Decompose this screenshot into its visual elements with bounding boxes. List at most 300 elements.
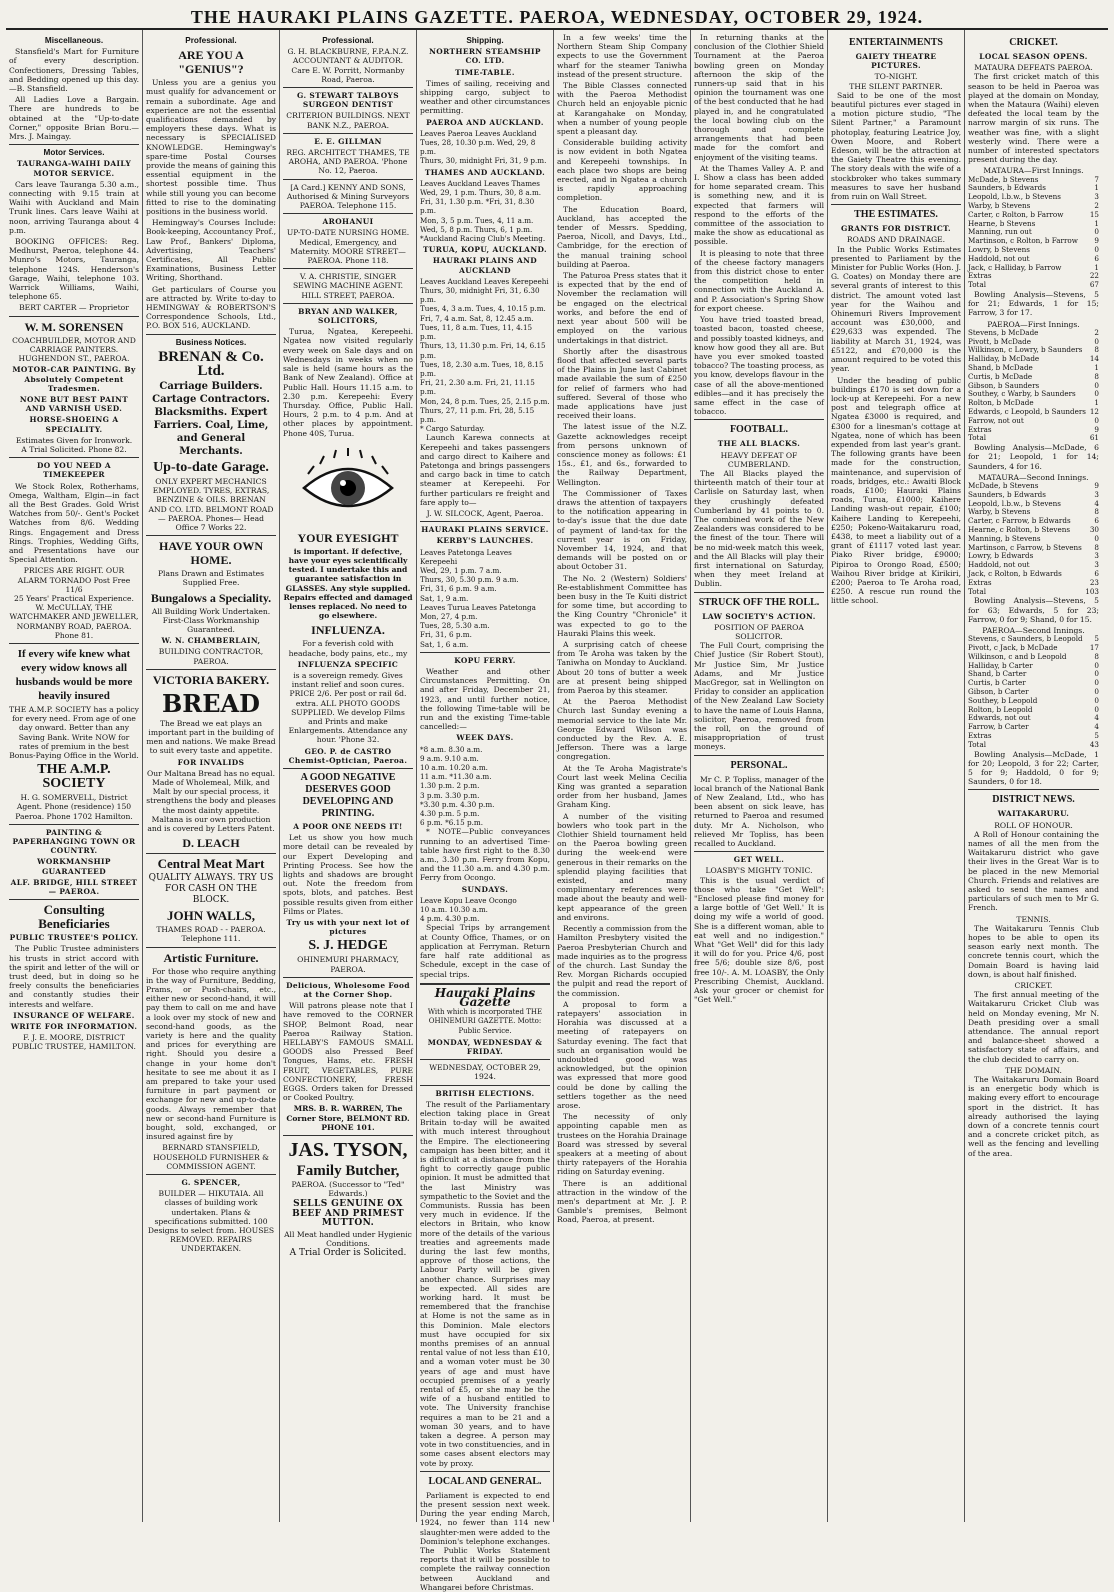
article-subheading: POSITION OF PAEROA SOLICITOR.: [714, 622, 804, 641]
ad-subtitle: LOASBY'S MIGHTY TONIC.: [705, 866, 813, 876]
batsman-name: Rolton, b Leopold: [968, 704, 1033, 714]
batsman-name: Martinson, c Rolton, b Farrow: [968, 236, 1078, 246]
news-item: Recently a commission from the Hamilton Presbytery visited the Paeroa Presbyterian Church and made inquiries as to the progress of the church. Last Sunday the Rev. Morgan Richards occupied the pulpit and read the report of the commission.: [557, 924, 687, 998]
news-item: At the Thames Valley A. P. and I. Show a class has been added for home separated cream. This is something new, and it is expected that farmers will respond to the efforts of the committee of the association to make the show as educational as possible.: [694, 163, 824, 247]
table-row: Tues, 28, 5.30 a.m.: [420, 621, 490, 631]
news-item: The Paturoa Press states that it is expected that by the end of November the reclamation will be engaged on the electrical works, and before the end of next year about 500 will be employed on the various undertakings in that district.: [557, 271, 687, 345]
ad-body: For those who require anything in the way of Furniture, Bedding, Prams, or Push-chairs, etc., either new or second-hand, it will pay them to call on me and have a look over my stock of new and second-hand goods, as the variety is here and the quality and prices for everything are right. Should you desire a change in your home don't hesitate to see me about it as I am prepared to take your used furniture in part payment or exchange for new and up-to-date goods. Always remember that new or second-hand Furniture is bought, sold, exchanged, or insured against fire by: [146, 966, 276, 1142]
ad-title: G. STEWART TALBOYS SURGEON DENTIST: [297, 91, 399, 110]
news-item: You have tried toasted bread, toasted bacon, toasted cheese, and possibly toasted kidneys, and know how good they all are. But have you ever smoked toasted tobacco? The toasting process, as you know, develops flavour in the case of all the above-mentioned edibles—and it has precisely the same effect in the case of tobacco.: [694, 315, 824, 417]
batsman-name: Total: [968, 586, 987, 596]
table-title: WEEK DAYS.: [456, 733, 514, 743]
table-row: Thurs, 27, 11 p.m. Fri, 28, 5.15 p.m.: [420, 405, 535, 424]
article-heading: BRITISH ELECTIONS.: [435, 1088, 535, 1098]
runs: 9: [1094, 424, 1099, 434]
ad-body: CRITERION BUILDINGS. NEXT BANK N.Z., PAEROA.: [286, 111, 410, 130]
news-item: Considerable building activity is now evident in both Ngatea and Kerepeehi townships. In each place two shops are being erected, and in Ngatea a church is rapidly approaching completion.: [557, 138, 687, 203]
batsman-name: Martinson, c Farrow, b Stevens: [968, 542, 1082, 552]
ad-title: Delicious, Wholesome Food at the Corner Shop.: [286, 980, 410, 1000]
news-item: Shortly after the disastrous flood that affected several parts of the Plains in June last Cabinet made available the sum of £250 for relief of farmers who had suffered. Several of those who made applications have just received their loans.: [557, 346, 687, 421]
runs: 67: [1089, 280, 1099, 290]
article-subheading: WAITAKARURU.: [997, 809, 1070, 819]
runs: 0: [1094, 227, 1099, 237]
article-subheading: GRANTS FOR DISTRICT.: [840, 224, 952, 234]
table-row: *3.30 p.m. 4.30 p.m.: [420, 799, 495, 809]
article-subheading: THE DOMAIN.: [1005, 1065, 1062, 1075]
section-heading: Professional.: [185, 36, 237, 45]
columns: [6, 30, 1108, 1592]
runs: 0: [1094, 389, 1099, 399]
ad-body: is a sovereign remedy. Gives instant relief and soon cures. PRICE 2/6. Per post or rail 6d. extra. ALL PHOTO GOODS SUPPLIED. We develop Films and Prints and make Enlargements. Attendance any hour. 'Phone 32.: [288, 670, 408, 745]
table-row: Leaves Auckland Leaves Kerepeehi: [420, 276, 549, 286]
timetable-hp: [420, 277, 550, 433]
article-subheading: TENNIS.: [1016, 914, 1051, 924]
article-heading: THE ESTIMATES.: [854, 209, 938, 221]
scorecard-row: [968, 588, 1099, 597]
batsman-name: Jack, c Rolton, b Edwards: [968, 568, 1062, 578]
nameplate-days: MONDAY, WEDNESDAY & FRIDAY.: [427, 1037, 543, 1056]
table-row: Wed, 29, 1 p.m. 7 a.m.: [420, 565, 502, 575]
batsman-name: Farrow, b Carter: [968, 722, 1029, 732]
news-item: The necessity of only appointing capable men as trustees on the Horahia Drainage Board was stressed by several speakers at a meeting of about thirty ratepayers of the Horahia riding on Saturday evening.: [557, 1112, 687, 1177]
ad-footer: F. J. E. MOORE, DISTRICT PUBLIC TRUSTEE, HAMILTON.: [12, 1033, 136, 1052]
article-body: The Full Court, comprising the Chief Justice (Sir Robert Stout), Mr Justice Sim, Mr Justice Adams, and Mr Justice MacGregor, sat in Wellington on Friday to consider an application of the New Zealand Law Society to have the name of Louis Hanna, solicitor, Paeroa, removed from the roll, on the ground of misappropriation of trust moneys.: [694, 641, 824, 752]
ad-title: Up-to-date Garage.: [153, 459, 269, 475]
table-row: Thurs, 30, midnight Fri, 31, 6.30 p.m.: [420, 286, 540, 305]
ad-title: A GOOD NEGATIVE DESERVES GOOD DEVELOPING AND PRINTING.: [300, 771, 396, 819]
ad-body: Times of sailing, receiving and shipping cargo, subject to weather and other circumstances permitting.: [420, 78, 550, 116]
ad-title: Central Meat Mart: [157, 856, 265, 872]
table-row: 4.30 p.m. 5 p.m.: [420, 809, 480, 819]
article-heading: CRICKET.: [1009, 37, 1058, 48]
article-body: Mr C. P. Topliss, manager of the local branch of the National Bank of New Zealand, Ltd., who has been absent on sick leave, has returned to Paeroa and resumed duty. Mr A. Nicholson, who relieved Mr Topliss, has been recalled to Auckland.: [694, 774, 824, 849]
eye-illustration-icon: [300, 444, 396, 528]
scorecard-title: PAEROA—First Innings.: [987, 319, 1080, 329]
runs: 3: [1094, 489, 1099, 499]
table-row: Mon, 3, 5 p.m. Tues, 4, 11 a.m.: [420, 215, 534, 225]
table-row: 3 p.m. 3.30 p.m.: [420, 790, 480, 800]
ad-title: NORTHERN STEAMSHIP CO. LTD.: [429, 47, 541, 66]
runs: 7: [1094, 174, 1099, 184]
runs: 1: [1094, 363, 1099, 372]
section-heading: Business Notices.: [175, 337, 247, 347]
ad-body: Get particulars of Course you are attracted by. Write to-day to HEMINGWAY & ROBERTSON'S Correspondence Schools, Ltd., P.O. BOX 516, AUCKLAND.: [146, 284, 276, 331]
table-row: Thurs, 13, 11.30 p.m. Fri, 14, 6.15 p.m.: [420, 341, 546, 360]
ad-body: THE A.M.P. SOCIETY has a policy for every need. From age of one day onward. Better than any Saving Bank. Write NOW for rates of premium in the best Bonus-Paying Office in the World.: [9, 704, 139, 760]
table-row: Thurs, 30, 5.30 p.m. 9 a.m.: [420, 575, 519, 585]
news-item: In returning thanks at the conclusion of the Clothier Shield Tournament at the Paeroa bowling green on Monday afternoon the skip of the runners-up said that in his opinion the tournament was one of the best conducted that he had played in, and he congratulated the local bowling club on the thorough and complete arrangements that had been made for the comfort and enjoyment of the visiting teams.: [694, 33, 824, 162]
batsman-name: Extras: [968, 424, 992, 434]
runs: 0: [1094, 415, 1099, 425]
section-heading: Shipping.: [466, 36, 504, 45]
runs: 23: [1089, 577, 1099, 587]
section-heading: Motor Services.: [43, 148, 105, 158]
timetable-kerby: [420, 548, 550, 649]
table-title: TURUA, KOPU, AUCKLAND.: [422, 245, 547, 255]
ad-footer: J. W. SILCOCK, Agent, Paeroa.: [426, 508, 544, 518]
scorecard-row: [968, 272, 1099, 281]
ad-title: THE A.M.P. SOCIETY: [37, 762, 111, 792]
ad-title: G. SPENCER,: [181, 1178, 241, 1188]
ad-body: Weather and other Circumstances Permitting. On and after Friday, December 21, 1923, and until further notice, the following Time-table will be run and the existing Time-table cancelled:—: [420, 667, 550, 732]
ad-body: All Building Work Undertaken. First-Class Workmanship Guaranteed.: [151, 606, 271, 634]
ad-line: Estimates Given for Ironwork.: [15, 435, 133, 445]
ad-title: INFLUENZA.: [311, 623, 385, 638]
table-row: 6 p.m. *6.15 p.m.: [420, 818, 483, 828]
issue-date: WEDNESDAY, OCTOBER 29, 1924.: [429, 1063, 541, 1082]
table-row: Tues, 4, 3 a.m. Tues, 4, 10.15 p.m.: [420, 304, 546, 314]
scorecard-row: [968, 426, 1099, 435]
ad-body: BOOKING OFFICES: Reg. Medhurst, Paeroa, telephone 44. Munro's Motors, Tauranga, telephone 124S. Henderson's Garage, Waihi, telephone 103. Warrick Williams, Waihi, telephone 65.: [9, 237, 139, 302]
ad-title: Bungalows a Speciality.: [150, 590, 272, 605]
ad-title: BRENAN & Co. Ltd.: [158, 348, 264, 379]
ad-title: TAURANGA-WAIHI DAILY MOTOR SERVICE.: [16, 159, 132, 178]
ad-body: Let us show you how much more detail can be revealed by our Expert Developing and Printing Process. See how the lights and shadows are brought out. Note the freedom from spots, blots, and patches. Best possible results given from either Films or Plates.: [283, 833, 413, 916]
news-item: A proposal to form a ratepayers' association in Horahia was discussed at a meeting of ratepayers on Saturday evening. The fact that such an organisation would be undoubted good was acknowledged, but the opinion was expressed that more good could be done by calling the settlers together as the need arose.: [557, 999, 687, 1110]
runs: 0: [1094, 336, 1099, 346]
ad-title: W. N. CHAMBERLAIN,: [161, 636, 261, 646]
batsman-name: Warby, b Stevens: [968, 507, 1031, 517]
runs: 0: [1094, 678, 1099, 688]
ad-footer: H. G. SOMERVELL, District Agent. Phone (residence) 150 Paeroa. Phone 1702 Hamilton.: [15, 793, 133, 821]
runs: 3: [1094, 560, 1099, 570]
scorecard-title: MATAURA—First Innings.: [983, 166, 1084, 176]
column-5: [554, 30, 691, 1522]
batsman-name: Curtis, b McDade: [968, 371, 1033, 381]
ad-body: This is the usual verdict of those who take "Get Well": "Enclosed please find money for a large bottle of 'Get Well.' It is doing my wife a world of good. She is a different woman, able to eat well and no indigestion." What "Get Well" did for this lady it will do for you. Price 4/6, post free 5/6; double size 8/6, post free 10/-. A. M. LOASBY, the Only Prescribing Chemist, Auckland. Ask your grocer or chemist for "Get Well.": [694, 875, 824, 1005]
ad-body: UP-TO-DATE NURSING HOME. Medical, Emergency, and Maternity. MOORE STREET—PAEROA. Phone 118.: [286, 228, 410, 266]
table-title: KERBY'S LAUNCHES.: [436, 536, 534, 546]
ad-body: Hemingway's Courses Include: Book-keeping, Accountancy Prof., Law Prof., Bankers' Diploma, Advertising, Teachers' Certificates, All Public Examinations, Business Letter Writing, Shorthand.: [146, 218, 276, 283]
article-body: The All Blacks played the thirteenth match of their tour at Carlisle on Saturday last, when they crushingly defeated Cumberland by 41 points to 0. The combined work of the New Zealanders was considered to be the finest of the tour. There will be no mid-week match this week, and the All Blacks will play their first international on Saturday, when they meet Ireland at Dublin.: [694, 468, 824, 589]
ad-body: Special Trips by arrangement at County Office, Thames, or on application at Ferryman. Return fare half rate additional as Schedule, except in the case of special trips.: [420, 923, 550, 979]
ad-title: BRYAN AND WALKER, SOLICITORS,: [298, 306, 398, 326]
batsman-name: Shand, b Carter: [968, 669, 1027, 679]
scorecard: [968, 329, 1099, 443]
article-subheading: CRICKET.: [1014, 980, 1053, 990]
scorecard-row: [968, 579, 1099, 588]
article-body: The first annual meeting of the Waitakaruru Cricket Club was held on Monday evening, Mr N. Death presiding over a small attendance. The annual report and balance-sheet showed a satisfactory state of affairs, and the club decided to carry on.: [968, 990, 1099, 1064]
table-title: HAURAKI PLAINS AND AUCKLAND: [432, 256, 538, 275]
table-row: Leaves Patetonga Leaves Kerepeehi: [420, 547, 512, 566]
bowling-analysis: Bowling Analysis—McDade, 6 for 21; Leopold, 1 for 14; Saunders, 4 for 16.: [968, 443, 1099, 471]
ad-footer: D. LEACH: [182, 836, 240, 851]
runs: 0: [1094, 660, 1099, 670]
runs: 12: [1089, 406, 1099, 416]
batsman-name: Stevens, c Saunders, b Leopold: [968, 634, 1083, 644]
runs: 1: [1094, 398, 1099, 408]
batsman-name: Haddold, not out: [968, 560, 1030, 570]
batsman-name: Hearne, c Rolton, b Stevens: [968, 524, 1071, 534]
batsman-name: Extras: [968, 577, 992, 587]
column-3: [280, 30, 417, 1522]
runs: 6: [1094, 253, 1099, 263]
ad-body: Plans Drawn and Estimates Supplied Free.: [157, 569, 265, 588]
news-item: There is an additional attraction in the window of the men's department at Mr. J. P. Gamble's premises, Belmont Road, Paeroa, at present.: [557, 1178, 687, 1225]
table-row: 10 a.m. 10.30 a.m.: [420, 905, 488, 915]
scorecard: [968, 482, 1099, 596]
ad-body: G. H. BLACKBURNE, F.P.A.N.Z. ACCOUNTANT & AUDITOR. Care E. W. Porritt, Normanby Road, Paeroa.: [287, 47, 409, 84]
batsman-name: Halliday, b McDade: [968, 354, 1040, 364]
batsman-name: Total: [968, 280, 987, 290]
table-title: KOPU FERRY.: [454, 655, 516, 665]
batsman-name: Extras: [968, 730, 992, 740]
runs: 4: [1094, 498, 1099, 508]
article-subheading: GAIETY THEATRE PICTURES.: [855, 52, 937, 71]
notice: All Ladies Love a Bargain. There are hundreds to be obtained at the "Up-to-date Corner," opposite Brian Boru.—Mrs. J. Maingay.: [9, 95, 139, 142]
table-row: *Auckland Racing Club's Meeting.: [420, 234, 546, 244]
column-4: [417, 30, 554, 1592]
article-body: The first cricket match of this season to be held in Paeroa was played at the domain on Monday, when the Mataura (Waihi) eleven defeated the local team by the narrow margin of six runs. The weather was fine, with a slight westerly wind. There were a number of interested spectators present during the day.: [968, 72, 1099, 165]
ad-line: MOTOR-CAR PAINTING. By Absolutely Competent Tradesmen.: [12, 365, 136, 393]
batsman-name: Gibson, b Saunders: [968, 380, 1040, 390]
ad-body: Will patrons please note that I have removed to the CORNER SHOP, Belmont Road, near Paeroa Railway Station. HELLABY'S FAMOUS SMALL GOODS also Pressed Beef Tongues, Hams, etc. FRESH FRUIT, VEGETABLES, PURE CONFECTIONERY, FRESH EGGS. Orders taken for Dressed or Cooked Poultry.: [283, 1001, 413, 1103]
bowling-analysis: Bowling Analysis—McDade, 1 for 20; Leopold, 3 for 22; Carter, 5 for 9; Haddold, 0 for 9; Saunders, 0 for 18.: [968, 749, 1099, 787]
batsman-name: Edwards, c Leopold, b Saunders: [968, 406, 1086, 416]
table-row: Fri, 31, 6 p.m.: [420, 630, 472, 640]
timetable-pa: [420, 129, 550, 166]
ad-title: GET WELL.: [733, 855, 785, 865]
article-heading: FOOTBALL.: [729, 424, 789, 436]
ad-subtitle: PUBLIC TRUSTEE'S POLICY.: [9, 933, 139, 943]
news-item: In a few weeks' time the Northern Steam Ship Company expects to use the Government wharf for the steamer Taniwha instead of the present structure.: [557, 33, 687, 79]
table-row: Leave Kopu Leave Ocongo: [420, 895, 517, 905]
column-1: [6, 30, 143, 1522]
ad-body: REG. ARCHITECT THAMES, TE AROHA, AND PAEROA. 'Phone No. 12, Paeroa.: [286, 148, 410, 176]
batsman-name: Manning, b Stevens: [968, 533, 1041, 543]
batsman-name: Saunders, b Edwards: [968, 489, 1046, 499]
ad-line: PRICES ARE RIGHT. OUR ALARM TORNADO Post Free 11/6: [17, 566, 131, 594]
notice: Stansfield's Mart for Furniture of every description. Confectioners, Dressing Tables, and Bedding opened up this day.—B. Stansfield.: [9, 47, 139, 94]
article-subheading: HEAVY DEFEAT OF CUMBERLAND.: [720, 450, 798, 469]
table-title: HAURAKI PLAINS SERVICE.: [421, 525, 549, 535]
batsman-name: Shand, b McDade: [968, 363, 1033, 372]
ad-line: Try us with your next lot of pictures: [286, 918, 410, 937]
article-subheading: TO-NIGHT.: [874, 72, 918, 82]
article-subheading: THE ALL BLACKS.: [717, 439, 801, 449]
table-row: Leaves Auckland Leaves Thames: [420, 178, 540, 188]
ad-title: FOR INVALIDS: [177, 757, 245, 767]
article-body: The Waitakaruru Domain Board is an energetic body which is making every effort to encourage sport in the district. It has already authorised the laying down of a concrete tennis court and a concrete cricket pitch, as well as the fencing and levelling of the area.: [968, 1075, 1099, 1158]
ad-title: Artistic Furniture.: [163, 950, 259, 965]
ad-line: HORSE-SHOEING A SPECIALITY.: [29, 415, 119, 434]
ad-subtitle: Family Butcher,: [296, 1163, 400, 1180]
news-item: At the Te Aroha Magistrate's Court last week Melina Cecilia King was granted a separation order from her husband, James Graham King.: [557, 763, 687, 810]
batsman-name: Warby, b Stevens: [968, 201, 1031, 211]
scorecard-row: [968, 741, 1099, 750]
ad-title: If every wife knew what every widow knows all husbands would be more heavily insured: [15, 647, 133, 702]
runs: 17: [1089, 642, 1099, 652]
batsman-name: Lowry, b Stevens: [968, 245, 1030, 255]
batsman-name: Haddold, not out: [968, 253, 1030, 263]
runs: 4: [1094, 713, 1099, 723]
article-subheading: THE SILENT PARTNER.: [849, 81, 943, 91]
ad-footer: A Trial Order is Solicited.: [289, 1247, 407, 1258]
news-item: The No. 2 (Western) Soldiers' Re-establishment Committee has been busy in the Te Kuiti district for some time, but according to the King Country "Chronicle" it was expected to go to the Hauraki Plains this week.: [557, 573, 687, 638]
runs: 1: [1094, 218, 1099, 228]
ad-title: HAVE YOUR OWN HOME.: [158, 539, 263, 568]
table-row: 10 a.m. 10.20 a.m.: [420, 763, 488, 773]
table-row: Tues, 28, 10.30 p.m. Wed, 29, 8 p.m.: [420, 138, 536, 157]
newspaper-nameplate: Hauraki Plains Gazette: [434, 985, 536, 1009]
news-item: It is pleasing to note that three of the cheese factory managers from this district chose to enter the competition held in connection with the Auckland A. and P. Association's Spring Show for export cheese.: [694, 248, 824, 313]
column-2: [143, 30, 280, 1522]
table-row: *8 a.m. 8.30 a.m.: [420, 744, 483, 754]
ad-body: Launch Karewa connects at Kerepeehi and takes passengers and cargo direct to Kaihere and Patetonga and brings passengers and cargo back in time to catch steamer at Kerepeehi. For further particulars re freight and fare apply to—: [420, 433, 550, 507]
news-item: At the Paeroa Methodist Church last Sunday evening a memorial service to the late Mr. George Edward Wilson was conducted by the Rev. A. E. Jefferson. There was a large congregation.: [557, 697, 687, 762]
ad-footer: GEO. P. de CASTRO Chemist-Optician, Paeroa.: [288, 746, 408, 765]
scorecard: [968, 635, 1099, 749]
ad-title: YOUR EYESIGHT: [297, 530, 399, 545]
runs: 9: [1094, 236, 1099, 246]
batsman-name: Edwards, not out: [968, 713, 1031, 723]
article-body: The Waitakaruru Tennis Club hopes to be able to open its season early next month. The concrete tennis court, which the Domain Board is having laid down, is about half finished.: [968, 923, 1099, 979]
ad-body: ONLY EXPERT MECHANICS EMPLOYED. TYRES, EXTRAS, BENZINE & OILS. BRENAN AND CO. LTD. BELMONT ROAD — PAEROA. Phones— Head Office 7 Works 22.: [148, 476, 274, 532]
ad-title: W. M. SORENSEN: [24, 319, 124, 334]
ad-body: Turua, Ngatea, Kerepeehi. Ngatea now visited regularly every week on Sale days and on Wednesdays in weeks when no sale is held (same hours as the Bank of New Zealand). Office at Public Hall. Hours 11.15 a.m. to 2.30 p.m. Kerepeehi: Every Thursday. Office, Public Hall. Hours, 2 p.m. to 4 p.m. And at other places by appointment. Phone 40S, Turua.: [283, 327, 413, 438]
ad-title: BREAD: [162, 688, 260, 718]
runs: 0: [1094, 704, 1099, 714]
nameplate-sub: With which is incorporated THE OHINEMURI GAZETTE. Motto: Public Service.: [427, 1008, 543, 1035]
ad-body: QUALITY ALWAYS. TRY US FOR CASH ON THE BLOCK.: [148, 873, 274, 906]
scorecard-row: [968, 434, 1099, 443]
article-body: The result of the Parliamentary election taking place in Great Britain to-day will be awaited with much interest throughout the Empire. The electioneering campaign has been bitter, and it is difficult at a distance from the fight to correctly gauge public opinion. It must be admitted that the last Ministry was sympathetic to the Soviet and the Communists. Russia has been very much in evidence. If the electors in Britain, who know more of the details of the various treaties and agreements made during the last few months, approve of those actions, the Labour Party will be given another chance. Surprises may be expected. All sides are working hard. It must be remembered that the franchise at Home is not the same as in this Dominion. Male electors must have occupied for six months premises of an annual rental value of not less than £10, and a woman voter must be 30 years of age and must have occupied premises of a yearly rental of £5, or she may be the wife of a husband entitled to vote. The University franchise requires a man to be 21 and a woman 30 years, and to have taken a degree. A person may vote in two constituencies, and in some cases absent electors may vote by proxy.: [420, 1099, 550, 1468]
ad-body: The Bread we eat plays an important part in the building of men and nations. We make Bread to suit every taste and appetite.: [146, 718, 276, 756]
ad-body: is important. If defective, have your eyes scientifically tested. I undertake this and guarantee satisfaction in GLASSES. Any style supplied. Repairs effected and damaged lenses replaced. No need to go elsewhere.: [283, 546, 413, 621]
table-row: Fri, 31, 1.30 p.m. *Fri, 31, 8.30 p.m.: [420, 197, 535, 216]
batsman-name: Extras: [968, 271, 992, 281]
ad-body: Cars leave Tauranga 5.30 a.m., connecting with 9.15 train at Waihi with Auckland and Main Trunk lines. Cars leave Waihi at noon, arriving Tauranga about 4 p.m.: [9, 179, 139, 235]
batsman-name: Saunders, b Edwards: [968, 183, 1046, 193]
table-row: Wed, 5, 8 p.m. Thurs, 6, 1 p.m.: [420, 224, 533, 234]
batsman-name: Farrow, not out: [968, 415, 1024, 425]
article-subheading: LOCAL SEASON OPENS.: [979, 52, 1088, 61]
news-item: A surprising catch of cheese from Te Aroha was taken by the Taniwha on Monday to Auckland. About 20 tons of butter a week are at present being shipped from Paeroa by this steamer.: [557, 640, 687, 696]
runs: 8: [1094, 542, 1099, 552]
batsman-name: Pivott, b McDade: [968, 336, 1032, 346]
batsman-name: Rolton, b McDade: [968, 398, 1034, 408]
batsman-name: Pivott, c Jack, b McDade: [968, 642, 1058, 652]
ad-body: Carriage Builders. Cartage Contractors. Blacksmiths. Expert Farriers. Coal, Lime, and General Merchants.: [152, 380, 270, 457]
runs: 43: [1089, 739, 1099, 749]
runs: 30: [1089, 524, 1099, 534]
runs: 6: [1094, 516, 1099, 526]
ad-body: COACHBUILDER, MOTOR AND CARRIAGE PAINTERS. HUGHENDON ST., PAEROA.: [12, 335, 136, 364]
runs: 1: [1094, 262, 1099, 272]
runs: 0: [1094, 686, 1099, 696]
runs: 4: [1094, 722, 1099, 732]
ad-line: WRITE FOR INFORMATION.: [10, 1022, 138, 1032]
table-row: 11 a.m. *11.30 a.m.: [420, 772, 492, 782]
table-row: Mon, 24, 8 p.m. Tues, 25, 2.15 p.m.: [420, 396, 550, 406]
bowling-analysis: Bowling Analysis—Stevens, 5 for 21; Edwards, 1 for 15; Farrow, 3 for 17.: [968, 290, 1099, 318]
article-heading: DISTRICT NEWS.: [992, 794, 1075, 806]
ad-footer: BERNARD STANSFIELD, HOUSEHOLD FURNISHER & COMMISSION AGENT.: [153, 1143, 269, 1171]
ad-footer: OHINEMURI PHARMACY, PAEROA.: [297, 955, 399, 974]
batsman-name: Carter, c Farrow, b Edwards: [968, 516, 1071, 526]
news-item: The Bible Classes connected with the Paeroa Methodist Church held an enjoyable picnic at Karangahake on Monday, when a number of young people spent a pleasant day.: [557, 81, 687, 137]
batsman-name: Jack, c Halliday, b Farrow: [968, 262, 1062, 272]
batsman-name: Leopold, l.b.w., b Stevens: [968, 498, 1061, 508]
section-heading: Miscellaneous.: [44, 36, 104, 45]
section-heading: Professional.: [322, 36, 374, 45]
runs: 5: [1094, 634, 1099, 644]
runs: 0: [1094, 533, 1099, 543]
table-row: 9 a.m. 9.10 a.m.: [420, 753, 479, 763]
ad-body: The Public Trustee administers his trusts in strict accord with the spirit and letter of the will or trust deed, but in doing so he freely consults the beneficiaries and constantly studies their interests and welfare.: [9, 944, 139, 1009]
batsman-name: Leopold, l.b.w., b Stevens: [968, 192, 1061, 202]
column-7: [828, 30, 965, 1522]
runs: 1: [1094, 183, 1099, 193]
ad-body: PAEROA. (Successor to "Ted" Edwards.): [291, 1180, 405, 1199]
runs: 3: [1094, 551, 1099, 561]
ad-title: JOHN WALLS,: [167, 908, 255, 924]
ad-footer: THAMES ROAD - - PAEROA. Telephone 111.: [156, 925, 266, 944]
ad-subtitle: TIME-TABLE.: [455, 67, 515, 77]
table-row: Sat, 1, 9 a.m.: [420, 593, 469, 603]
news-item: The Commissioner of Taxes draws the attention of taxpayers to the notification appearing in to-day's issue that the due date of payment of land-tax for the current year is on Friday, November 14, 1924, and that demands will be posted on or about October 31.: [557, 488, 687, 572]
batsman-name: Gibson, b Carter: [968, 686, 1029, 696]
scorecard-title: PAEROA—Second Innings.: [982, 625, 1085, 635]
article-subheading: LAW SOCIETY'S ACTION.: [702, 611, 816, 621]
ad-line: NONE BUT BEST PAINT AND VARNISH USED.: [19, 394, 129, 414]
ad-footer: W. McCULLAY, THE WATCHMAKER AND JEWELLER, NORMANBY ROAD, PAEROA. Phone 81.: [9, 603, 139, 640]
runs: 5: [1094, 730, 1099, 740]
ad-body: BUILDER — HIKUTAIA. All classes of building work undertaken. Plans & specifications submitted. 100 Designs to select from. HOUSES REMOVED. REPAIRS UNDERTAKEN.: [147, 1189, 275, 1254]
column-8: [965, 30, 1102, 1522]
batsman-name: Wilkinson, c Lowry, b Saunders: [968, 345, 1083, 355]
ad-body: Unless you are a genius you must qualify for advancement or remain a subordinate. Age and experience are not the essential qualifications demanded by employers these days. What is necessary is SPECIALISED KNOWLEDGE. Hemingway's spare-time Postal Courses provide the means of gaining this essential equipment in the shortest possible time. Thus while still young you can become fitted to rise to the dominating positions in the business world.: [146, 78, 276, 217]
batsman-name: Southey, c Warby, b Saunders: [968, 389, 1076, 399]
batsman-name: Hearne, b Stevens: [968, 218, 1036, 228]
table-row: * Cargo Saturday.: [420, 424, 485, 434]
ad-title: AROHANUI: [322, 217, 374, 227]
scorecard-title: MATAURA—Second Innings.: [978, 472, 1089, 482]
batsman-name: Carter, c Rolton, b Farrow: [968, 209, 1064, 219]
table-title: THAMES AND AUCKLAND.: [424, 167, 546, 177]
runs: 3: [1094, 192, 1099, 202]
ad-title: ARE YOU A "GENIUS"?: [178, 48, 244, 77]
timetable-week: [420, 745, 550, 828]
ad-body: * NOTE—Public conveyances running to an advertised Time-table have first right to the 8.30 a.m., 3.30 p.m. Ferry from Kopu, and the 11.30 a.m. and 4.30 p.m. Ferry from Ocongo.: [420, 827, 550, 883]
ad-body: BUILDING CONTRACTOR, PAEROA.: [158, 647, 264, 666]
batsman-name: Total: [968, 433, 987, 443]
article-subheading: ROADS AND DRAINAGE.: [846, 235, 946, 245]
article-body: A Roll of Honour containing the names of all the men from the Waitakaruru district who gave their lives in the Great War is to be placed in the new Memorial Church. Friends and relatives are asked to send the names and particulars of such men to Mr G. French.: [968, 829, 1099, 913]
ad-footer: BERT CARTER — Proprietor: [19, 303, 129, 313]
runs: 8: [1094, 371, 1099, 381]
ad-title: INFLUENZA SPECIFIC: [297, 659, 399, 669]
article-subheading: ROLL OF HONOUR.: [994, 820, 1073, 830]
table-row: Leaves Paeroa Leaves Auckland: [420, 128, 537, 138]
article-body: In the Public Works Estimates presented to Parliament by the Minister for Public Works (Hon. J. G. Coates) on Monday there are several grants of interest to this district. The amount voted last year for the Waihou and Ohinemuri Rivers Improvement account was £30,000, and £29,633 was expended. The liability at March 31, 1924, was £5122, and £70,000 is the amount required to be voted this year.: [831, 244, 961, 374]
runs: 22: [1089, 271, 1099, 281]
table-row: Tues, 18, 2.30 a.m. Tues, 18, 8.15 p.m.: [420, 359, 544, 378]
ad-title: VICTORIA BAKERY.: [152, 672, 270, 687]
ad-footer: MRS. B. R. WARREN, The Corner Store, BELMONT RD. PHONE 101.: [286, 1104, 410, 1132]
batsman-name: McDade, b Stevens: [968, 174, 1039, 184]
table-row: Fri, 7, 4 a.m. Sat, 8, 12.45 a.m.: [420, 313, 534, 323]
runs: 8: [1094, 345, 1099, 355]
table-row: Fri, 21, 2.30 a.m. Fri, 21, 11.15 p.m.: [420, 378, 535, 397]
article-body: Parliament is expected to end the present session next week. During the year ending March, 1924, no fewer than 114 new slaughter-men were added to the Dominion's telephone exchanges. The Public Works Statement reports that it will be possible to complete the railway connection between Auckland and Whangarei before Christmas.: [420, 1490, 550, 1592]
scorecard: [968, 176, 1099, 290]
ad-line: All Meat handled under Hygienic Conditions.: [284, 1230, 412, 1249]
news-item: The latest issue of the N.Z. Gazette acknowledges receipt from persons unknown of conscience money as follows: £1 15s., £1, and 6s., forwarded to the Railway Department, Wellington.: [557, 422, 687, 487]
ad-title: E. E. GILLMAN: [314, 136, 382, 146]
ad-body: [A Card.] KENNY AND SONS, Authorised & Mining Surveyors PAEROA. Telephone 115.: [286, 182, 410, 211]
masthead: THE HAURAKI PLAINS GAZETTE. PAEROA, WEDNESDAY, OCTOBER 29, 1924.: [6, 6, 1108, 30]
